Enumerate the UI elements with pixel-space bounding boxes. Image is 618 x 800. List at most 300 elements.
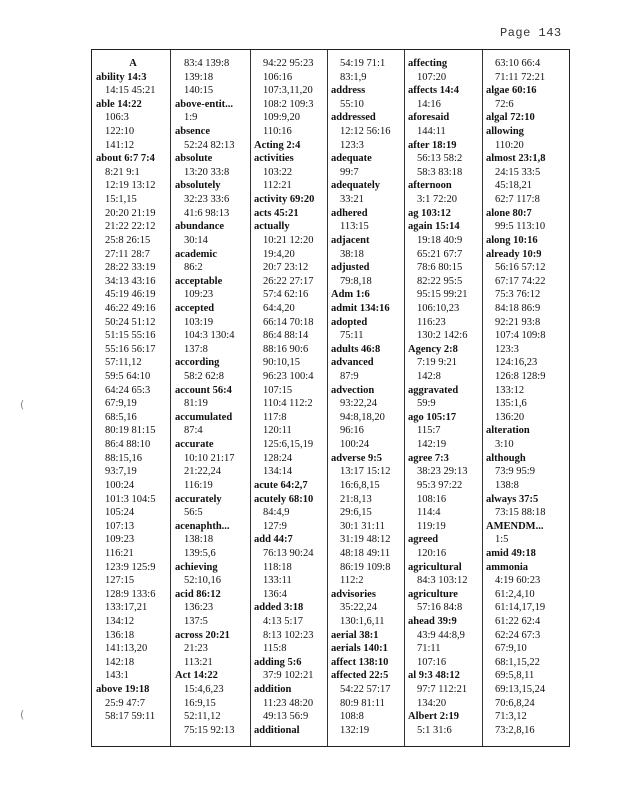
index-reference: 137:8	[184, 343, 208, 355]
index-term: affect 138:10	[331, 656, 389, 668]
index-reference: 30:14	[184, 234, 208, 246]
index-reference: 41:6 98:13	[184, 207, 230, 219]
index-reference: 99:5 113:10	[495, 221, 546, 233]
index-reference: 69:13,15,24	[495, 684, 546, 696]
index-term: although	[486, 452, 526, 464]
index-reference: 106:10,23	[417, 302, 460, 314]
index-column	[327, 50, 404, 746]
index-reference: 52:11,12	[184, 711, 221, 723]
index-term: agreed	[408, 534, 439, 546]
index-reference: 20:20 21:19	[105, 207, 156, 219]
index-term: addition	[254, 684, 292, 696]
index-reference: 64:24 65:3	[105, 384, 151, 396]
index-reference: 56:16 57:12	[495, 262, 546, 274]
index-reference: 104:3 130:4	[184, 330, 235, 342]
index-term: adhered	[331, 207, 368, 219]
index-term: advisories	[331, 588, 376, 600]
index-term: almost 23:1,8	[486, 153, 546, 165]
index-term: advanced	[331, 357, 374, 369]
index-reference: 1:9	[184, 112, 198, 124]
index-reference: 115:8	[263, 643, 287, 655]
section-letter: A	[129, 58, 137, 69]
index-reference: 55:16 56:17	[105, 343, 156, 355]
index-reference: 21:22 22:12	[105, 221, 156, 233]
index-reference: 45:19 46:19	[105, 289, 156, 301]
index-reference: 110:20	[495, 139, 524, 151]
index-reference: 110:16	[263, 126, 292, 138]
index-reference: 16:9,15	[184, 697, 216, 709]
index-reference: 64:4,20	[263, 302, 295, 314]
index-reference: 136:18	[105, 629, 135, 641]
index-term: acid 86:12	[175, 588, 221, 600]
index-reference: 80:19 81:15	[105, 425, 156, 437]
index-reference: 32:23 33:6	[184, 194, 230, 206]
index-reference: 52:10,16	[184, 575, 222, 587]
index-reference: 94:22 95:23	[263, 58, 314, 69]
index-term: accurately	[175, 493, 222, 505]
index-reference: 1:5	[495, 534, 509, 546]
index-reference: 71:3,12	[495, 711, 527, 723]
index-reference: 25:8 26:15	[105, 234, 151, 246]
index-term: affects 14:4	[408, 85, 460, 97]
index-reference: 118:18	[263, 561, 292, 573]
index-term: academic	[175, 248, 217, 260]
index-term: accumulated	[175, 411, 233, 423]
index-term: accepted	[175, 302, 215, 314]
index-term: Agency 2:8	[408, 343, 458, 355]
index-term: affecting	[408, 58, 448, 69]
index-term: admit 134:16	[331, 302, 390, 314]
index-reference: 68:5,16	[105, 411, 137, 423]
index-reference: 120:16	[417, 547, 447, 559]
index-term: account 56:4	[175, 384, 232, 396]
index-reference: 55:10	[340, 98, 364, 110]
index-reference: 46:22 49:16	[105, 302, 156, 314]
index-reference: 117:8	[263, 411, 287, 423]
index-reference: 10:10 21:17	[184, 452, 235, 464]
index-reference: 61:22 62:4	[495, 615, 541, 627]
index-reference: 67:17 74:22	[495, 275, 546, 287]
index-term: above-entit...	[175, 98, 234, 110]
index-term: agree 7:3	[408, 452, 449, 464]
index-term: again 15:14	[408, 221, 460, 233]
index-reference: 38:23 29:13	[417, 466, 468, 478]
index-reference: 84:3 103:12	[417, 575, 468, 587]
index-reference: 132:19	[340, 724, 370, 736]
page-number: Page 143	[500, 26, 562, 40]
index-reference: 134:12	[105, 615, 135, 627]
index-reference: 99:7	[340, 166, 359, 178]
index-reference: 59:5 64:10	[105, 371, 151, 383]
index-reference: 21:22,24	[184, 466, 222, 478]
index-reference: 86:4 88:14	[263, 330, 309, 342]
index-term: algae 60:16	[486, 85, 537, 97]
index-reference: 84:4,9	[263, 507, 290, 519]
index-reference: 125:6,15,19	[263, 439, 314, 451]
index-reference: 75:11	[340, 330, 364, 342]
index-reference: 144:11	[417, 126, 446, 138]
index-reference: 37:9 102:21	[263, 670, 314, 682]
index-reference: 75:15 92:13	[184, 724, 235, 736]
index-reference: 86:2	[184, 262, 203, 274]
index-reference: 43:9 44:8,9	[417, 629, 465, 641]
index-reference: 15:1,15	[105, 194, 137, 206]
index-reference: 83:4 139:8	[184, 58, 230, 69]
index-reference: 71:11	[417, 643, 441, 655]
index-term: Act 14:22	[175, 670, 218, 682]
index-reference: 108:8	[340, 711, 364, 723]
index-reference: 127:15	[105, 575, 135, 587]
index-reference: 34:13 43:16	[105, 275, 156, 287]
index-reference: 107:15	[263, 384, 293, 396]
index-reference: 105:24	[105, 507, 135, 519]
index-reference: 82:22 95:5	[417, 275, 463, 287]
index-reference: 96:23 100:4	[263, 371, 314, 383]
index-reference: 87:4	[184, 425, 203, 437]
index-reference: 7:19 9:21	[417, 357, 457, 369]
index-reference: 21:23	[184, 643, 208, 655]
index-reference: 54:19 71:1	[340, 58, 386, 69]
index-term: able 14:22	[96, 98, 142, 110]
index-term: according	[175, 357, 220, 369]
index-reference: 61:2,4,10	[495, 588, 535, 600]
index-reference: 57:11,12	[105, 357, 142, 369]
index-reference: 11:23 48:20	[263, 697, 314, 709]
index-reference: 127:9	[263, 520, 287, 532]
index-reference: 78:6 80:15	[417, 262, 463, 274]
index-reference: 52:24 82:13	[184, 139, 235, 151]
index-term: AMENDM...	[486, 520, 544, 532]
index-reference: 4:19 60:23	[495, 575, 541, 587]
index-reference: 12:12 56:16	[340, 126, 391, 138]
index-reference: 139:18	[184, 71, 214, 83]
index-reference: 119:19	[417, 520, 446, 532]
index-term: aerial 38:1	[331, 629, 379, 641]
index-term: across 20:21	[175, 629, 230, 641]
margin-mark: (	[20, 398, 25, 411]
index-reference: 62:24 67:3	[495, 629, 541, 641]
index-reference: 19:18 40:9	[417, 234, 463, 246]
index-reference: 61:14,17,19	[495, 602, 546, 614]
index-reference: 138:8	[495, 479, 519, 491]
index-reference: 134:14	[263, 466, 293, 478]
index-term: ammonia	[486, 561, 528, 573]
index-reference: 70:6,8,24	[495, 697, 535, 709]
index-reference: 26:22 27:17	[263, 275, 314, 287]
index-reference: 136:23	[184, 602, 214, 614]
index-reference: 136:4	[263, 588, 287, 600]
index-column	[170, 50, 250, 746]
index-reference: 59:9	[417, 398, 436, 410]
index-reference: 24:15 33:5	[495, 166, 541, 178]
index-reference: 92:21 93:8	[495, 316, 541, 328]
index-reference: 88:16 90:6	[263, 343, 309, 355]
index-term: acenaphth...	[175, 520, 230, 532]
index-reference: 126:8 128:9	[495, 371, 546, 383]
index-reference: 10:21 12:20	[263, 234, 314, 246]
index-reference: 56:13 58:2	[417, 153, 463, 165]
index-term: absolutely	[175, 180, 221, 192]
index-reference: 62:7 117:8	[495, 194, 540, 206]
index-reference: 143:1	[105, 670, 129, 682]
index-reference: 8:13 102:23	[263, 629, 314, 641]
index-reference: 48:18 49:11	[340, 547, 391, 559]
index-reference: 123:3	[495, 343, 519, 355]
index-reference: 21:8,13	[340, 493, 372, 505]
index-reference: 8:21 9:1	[105, 166, 140, 178]
index-term: activity 69:20	[254, 194, 315, 206]
index-reference: 140:15	[184, 85, 214, 97]
index-reference: 3:1 72:20	[417, 194, 457, 206]
index-reference: 130:2 142:6	[417, 330, 468, 342]
index-reference: 116:23	[417, 316, 446, 328]
index-reference: 136:20	[495, 411, 525, 423]
index-reference: 142:18	[105, 656, 135, 668]
index-reference: 138:18	[184, 534, 214, 546]
index-term: al 9:3 48:12	[408, 670, 460, 682]
index-reference: 67:9,19	[105, 398, 137, 410]
index-reference: 63:10 66:4	[495, 58, 541, 69]
index-term: additional	[254, 724, 300, 736]
index-reference: 115:7	[417, 425, 441, 437]
index-reference: 107:16	[417, 656, 447, 668]
index-reference: 83:1,9	[340, 71, 367, 83]
index-reference: 67:9,10	[495, 643, 527, 655]
index-reference: 33:21	[340, 194, 364, 206]
index-reference: 38:18	[340, 248, 364, 260]
index-reference: 54:22 57:17	[340, 684, 391, 696]
index-column	[92, 50, 170, 746]
index-term: alteration	[486, 425, 530, 437]
index-reference: 14:15 45:21	[105, 85, 156, 97]
index-reference: 103:22	[263, 166, 293, 178]
index-reference: 29:6,15	[340, 507, 372, 519]
index-reference: 108:16	[417, 493, 447, 505]
index-reference: 133:12	[495, 384, 525, 396]
index-term: addressed	[331, 112, 376, 124]
margin-mark: (	[20, 708, 25, 721]
index-term: address	[331, 85, 366, 97]
index-term: adding 5:6	[254, 656, 302, 668]
index-reference: 86:4 88:10	[105, 439, 151, 451]
index-reference: 58:2 62:8	[184, 371, 224, 383]
index-reference: 124:16,23	[495, 357, 538, 369]
index-term: aggravated	[408, 384, 459, 396]
index-reference: 109:23	[105, 534, 135, 546]
index-reference: 120:11	[263, 425, 292, 437]
index-reference: 142:19	[417, 439, 447, 451]
index-reference: 95:15 99:21	[417, 289, 468, 301]
index-reference: 35:22,24	[340, 602, 378, 614]
index-term: affected 22:5	[331, 670, 389, 682]
index-reference: 141:13,20	[105, 643, 148, 655]
index-reference: 107:13	[105, 520, 135, 532]
index-reference: 97:7 112:21	[417, 684, 468, 696]
index-term: acceptable	[175, 275, 223, 287]
index-reference: 93:7,19	[105, 466, 137, 478]
index-reference: 28:22 33:19	[105, 262, 156, 274]
index-term: adults 46:8	[331, 343, 381, 355]
index-reference: 128:9 133:6	[105, 588, 156, 600]
index-reference: 109:9,20	[263, 112, 301, 124]
index-term: allowing	[486, 126, 524, 138]
index-term: amid 49:18	[486, 547, 536, 559]
index-reference: 4:13 5:17	[263, 615, 303, 627]
index-reference: 106:16	[263, 71, 293, 83]
index-reference: 134:20	[417, 697, 447, 709]
index-reference: 110:4 112:2	[263, 398, 313, 410]
index-term: actually	[254, 221, 290, 233]
index-reference: 107:20	[417, 71, 447, 83]
index-reference: 94:8,18,20	[340, 411, 385, 423]
index-reference: 122:10	[105, 126, 135, 138]
index-reference: 57:4 62:16	[263, 289, 309, 301]
index-reference: 16:6,8,15	[340, 479, 380, 491]
index-term: always 37:5	[486, 493, 539, 505]
index-reference: 86:19 109:8	[340, 561, 391, 573]
index-term: acts 45:21	[254, 207, 299, 219]
index-reference: 93:22,24	[340, 398, 378, 410]
index-reference: 58:3 83:18	[417, 166, 463, 178]
index-term: adjusted	[331, 262, 370, 274]
index-reference: 128:24	[263, 452, 293, 464]
index-reference: 31:19 48:12	[340, 534, 391, 546]
index-reference: 133:11	[263, 575, 292, 587]
index-reference: 73:2,8,16	[495, 724, 535, 736]
index-reference: 90:10,15	[263, 357, 301, 369]
index-term: acutely 68:10	[254, 493, 314, 505]
index-reference: 14:16	[417, 98, 441, 110]
index-reference: 107:4 109:8	[495, 330, 546, 342]
index-reference: 30:1 31:11	[340, 520, 385, 532]
index-term: Adm 1:6	[331, 289, 370, 301]
index-reference: 65:21 67:7	[417, 248, 463, 260]
index-reference: 123:9 125:9	[105, 561, 156, 573]
index-reference: 95:3 97:22	[417, 479, 463, 491]
index-term: above 19:18	[96, 684, 150, 696]
index-term: Albert 2:19	[408, 711, 460, 723]
index-reference: 58:17 59:11	[105, 711, 156, 723]
index-term: absolute	[175, 153, 213, 165]
index-reference: 81:19	[184, 398, 208, 410]
index-reference: 133:17,21	[105, 602, 148, 614]
index-reference: 113:21	[184, 656, 213, 668]
index-reference: 56:5	[184, 507, 203, 519]
index-reference: 79:8,18	[340, 275, 372, 287]
index-term: aerials 140:1	[331, 643, 388, 655]
index-reference: 101:3 104:5	[105, 493, 156, 505]
index-term: activities	[254, 153, 294, 165]
index-reference: 13:17 15:12	[340, 466, 391, 478]
index-reference: 100:24	[340, 439, 370, 451]
index-reference: 103:19	[184, 316, 214, 328]
index-term: acute 64:2,7	[254, 479, 308, 491]
index-term: ago 105:17	[408, 411, 457, 423]
index-term: ability 14:3	[96, 71, 147, 83]
index-term: adverse 9:5	[331, 452, 383, 464]
index-reference: 76:13 90:24	[263, 547, 314, 559]
index-term: agricultural	[408, 561, 462, 573]
index-term: abundance	[175, 221, 225, 233]
index-reference: 3:10	[495, 439, 514, 451]
index-term: aforesaid	[408, 112, 450, 124]
index-term: algal 72:10	[486, 112, 535, 124]
index-reference: 113:15	[340, 221, 369, 233]
index-reference: 51:15 55:16	[105, 330, 156, 342]
index-term: added 3:18	[254, 602, 304, 614]
index-reference: 84:18 86:9	[495, 302, 541, 314]
index-reference: 72:6	[495, 98, 514, 110]
index-term: already 10:9	[486, 248, 542, 260]
index-term: accurate	[175, 439, 214, 451]
index-reference: 68:1,15,22	[495, 656, 540, 668]
index-term: achieving	[175, 561, 218, 573]
index-term: Acting 2:4	[254, 139, 301, 151]
index-reference: 107:3,11,20	[263, 85, 313, 97]
index-reference: 73:9 95:9	[495, 466, 535, 478]
index-term: along 10:16	[486, 234, 538, 246]
index-reference: 15:4,6,23	[184, 684, 224, 696]
word-index	[91, 49, 570, 747]
index-reference: 88:15,16	[105, 452, 143, 464]
index-reference: 109:23	[184, 289, 214, 301]
index-reference: 73:15 88:18	[495, 507, 546, 519]
index-term: adjacent	[331, 234, 370, 246]
index-term: alone 80:7	[486, 207, 532, 219]
index-reference: 19:4,20	[263, 248, 295, 260]
index-term: about 6:7 7:4	[96, 153, 155, 165]
index-term: ahead 39:9	[408, 615, 457, 627]
index-term: adequate	[331, 153, 372, 165]
index-term: advection	[331, 384, 375, 396]
index-reference: 123:3	[340, 139, 364, 151]
index-reference: 49:13 56:9	[263, 711, 309, 723]
index-reference: 50:24 51:12	[105, 316, 156, 328]
index-column	[250, 50, 327, 746]
index-reference: 12:19 13:12	[105, 180, 156, 192]
index-reference: 108:2 109:3	[263, 98, 314, 110]
index-term: afternoon	[408, 180, 452, 192]
index-reference: 5:1 31:6	[417, 724, 452, 736]
index-reference: 106:3	[105, 112, 129, 124]
index-term: ag 103:12	[408, 207, 451, 219]
index-reference: 116:19	[184, 479, 213, 491]
index-term: agriculture	[408, 588, 458, 600]
index-term: adopted	[331, 316, 368, 328]
index-reference: 100:24	[105, 479, 135, 491]
index-reference: 71:11 72:21	[495, 71, 546, 83]
index-term: absence	[175, 126, 210, 138]
index-reference: 66:14 70:18	[263, 316, 314, 328]
index-term: after 18:19	[408, 139, 457, 151]
index-reference: 75:3 76:12	[495, 289, 541, 301]
index-reference: 142:8	[417, 371, 441, 383]
index-reference: 27:11 28:7	[105, 248, 150, 260]
index-reference: 45:18,21	[495, 180, 533, 192]
index-reference: 25:9 47:7	[105, 697, 145, 709]
index-term: adequately	[331, 180, 381, 192]
index-reference: 114:4	[417, 507, 441, 519]
index-reference: 141:12	[105, 139, 135, 151]
index-reference: 116:21	[105, 547, 134, 559]
index-reference: 130:1,6,11	[340, 615, 385, 627]
index-reference: 96:16	[340, 425, 364, 437]
index-reference: 135:1,6	[495, 398, 527, 410]
index-reference: 20:7 23:12	[263, 262, 309, 274]
index-reference: 69:5,8,11	[495, 670, 535, 682]
index-reference: 13:20 33:8	[184, 166, 230, 178]
index-reference: 80:9 81:11	[340, 697, 385, 709]
